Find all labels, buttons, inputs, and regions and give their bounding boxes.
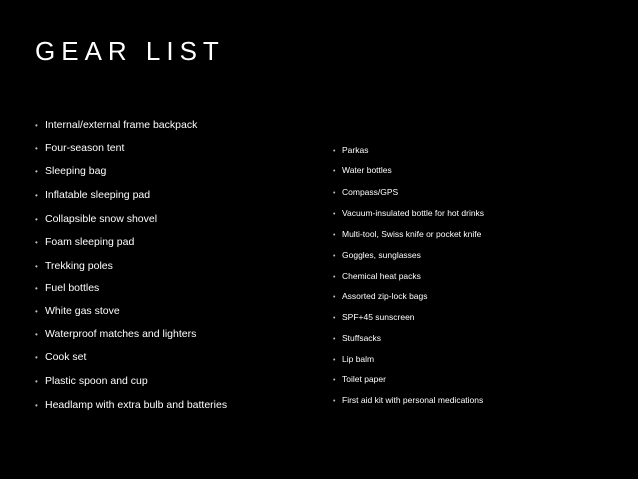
bullet-icon: • [35,238,38,247]
list-item [35,165,106,177]
list-item [333,271,421,281]
list-item-label: Inflatable sleeping pad [45,189,151,201]
list-item [333,165,392,175]
list-item-label: Multi-tool, Swiss knife or pocket knife [342,229,482,239]
list-item-label: SPF+45 sunscreen [342,312,415,322]
list-item-label: Water bottles [342,165,392,175]
bullet-icon: • [35,121,38,130]
bullet-icon: • [35,167,38,176]
slide-title: GEAR LIST [35,36,225,66]
bullet-icon: • [333,148,336,155]
bullet-icon: • [333,232,336,239]
bullet-icon: • [333,253,336,260]
bullet-icon: • [35,353,38,362]
list-item-label: Goggles, sunglasses [342,250,421,260]
bullet-icon: • [333,190,336,197]
list-item [35,375,148,387]
list-item [333,229,481,239]
list-item-label: Internal/external frame backpack [45,119,198,131]
list-item [333,395,483,405]
list-item [35,282,99,294]
bullet-icon: • [35,191,38,200]
bullet-icon: • [333,168,336,175]
bullet-icon: • [35,377,38,386]
list-item [35,119,197,131]
list-item [35,189,150,201]
list-item [35,213,157,225]
bullet-icon: • [35,307,38,316]
list-item [35,351,86,363]
list-item [333,145,368,155]
bullet-icon: • [333,377,336,384]
list-item [35,236,134,248]
bullet-icon: • [35,262,38,271]
list-item [35,305,120,317]
list-item-label: Four-season tent [45,142,125,154]
list-item-label: Headlamp with extra bulb and batteries [45,399,228,411]
list-item [333,208,484,218]
bullet-icon: • [333,211,336,218]
bullet-icon: • [333,294,336,301]
list-item [333,187,398,197]
bullet-icon: • [333,398,336,405]
list-item [333,333,381,343]
list-item [333,354,374,364]
list-item-label: Chemical heat packs [342,271,421,281]
list-item-label: Foam sleeping pad [45,236,135,248]
list-item-label: Collapsible snow shovel [45,213,158,225]
bullet-icon: • [35,330,38,339]
list-item-label: Lip balm [342,354,375,364]
list-item-label: Waterproof matches and lighters [45,328,197,340]
list-item-label: Trekking poles [45,260,113,272]
list-item-label: Plastic spoon and cup [45,375,148,387]
list-item-label: Assorted zip-lock bags [342,291,428,301]
list-item-label: First aid kit with personal medications [342,395,484,405]
bullet-icon: • [333,336,336,343]
list-item [35,328,196,340]
list-item [35,142,124,154]
bullet-icon: • [333,357,336,364]
bullet-icon: • [333,315,336,322]
list-item-label: Fuel bottles [45,282,100,294]
list-item [35,260,113,272]
list-item-label: Compass/GPS [342,187,399,197]
bullet-icon: • [35,284,38,293]
list-item-label: Toilet paper [342,374,386,384]
list-item [333,374,386,384]
bullet-icon: • [35,215,38,224]
bullet-icon: • [333,274,336,281]
list-item-label: Parkas [342,145,369,155]
list-item-label: Vacuum-insulated bottle for hot drinks [342,208,485,218]
list-item-label: Stuffsacks [342,333,382,343]
list-item-label: Sleeping bag [45,165,107,177]
list-item [333,312,415,322]
list-item [333,291,428,301]
list-item [35,399,227,411]
list-item [333,250,421,260]
bullet-icon: • [35,401,38,410]
bullet-icon: • [35,144,38,153]
list-item-label: White gas stove [45,305,120,317]
list-item-label: Cook set [45,351,87,363]
